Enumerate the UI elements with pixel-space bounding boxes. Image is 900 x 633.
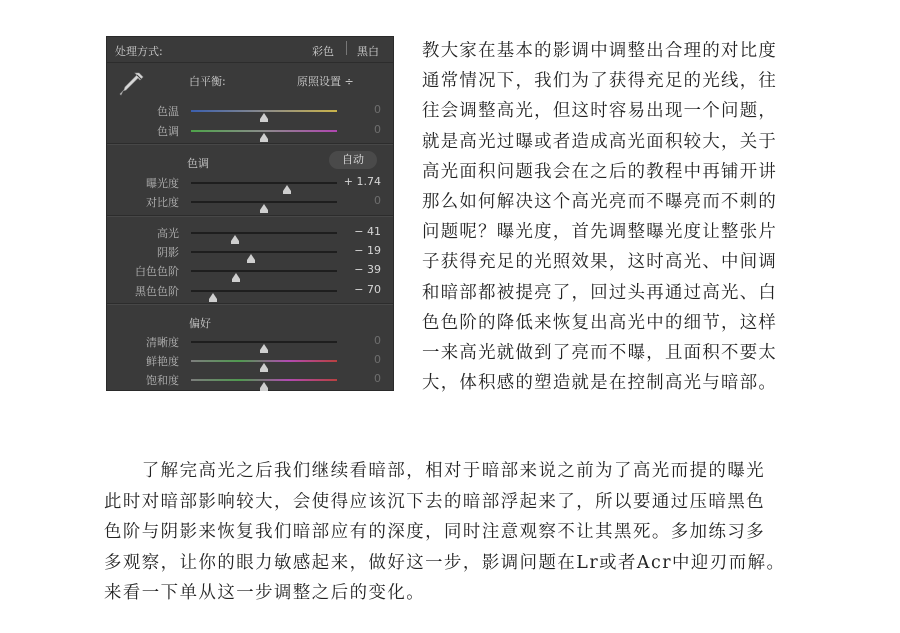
text-line: 色阶与阴影来恢复我们暗部应有的深度，同时注意观察不让其黑死。多加练习多: [104, 522, 766, 543]
slider-row: [107, 223, 393, 241]
slider-label: 白色色阶: [135, 265, 179, 278]
text-line: 来看一下单从这一步调整之后的变化。: [104, 583, 426, 604]
slider-value[interactable]: 0: [374, 194, 381, 207]
slider-row: [107, 351, 393, 369]
text-line: 子获得充足的光照效果，这时高光、中间调: [422, 252, 778, 273]
slider-track[interactable]: [191, 201, 337, 203]
text-line: 那么如何解决这个高光亮而不曝亮而不刺的: [422, 192, 778, 213]
slider-value[interactable]: − 19: [354, 244, 381, 257]
text-line: 和暗部都被提亮了，回过头再通过高光、白: [422, 282, 778, 303]
slider-track[interactable]: [191, 130, 337, 132]
slider-row: [107, 370, 393, 388]
slider-track[interactable]: [191, 251, 337, 253]
text-line: 通常情况下，我们为了获得充足的光线，往: [422, 71, 778, 92]
slider-label: 对比度: [146, 196, 179, 209]
slider-value[interactable]: − 70: [354, 283, 381, 296]
treatment-color-option[interactable]: 彩色: [312, 45, 334, 58]
text-line: 往会调整高光，但这时容易出现一个问题，: [422, 101, 778, 122]
treatment-header: [107, 37, 393, 62]
slider-row: [107, 261, 393, 279]
slider-thumb[interactable]: [260, 204, 268, 210]
slider-value[interactable]: − 39: [354, 263, 381, 276]
slider-row: [107, 192, 393, 210]
slider-label: 高光: [157, 227, 179, 240]
slider-thumb[interactable]: [231, 235, 239, 241]
article-paragraph-right: [422, 36, 812, 398]
divider: [107, 144, 393, 145]
text-line: 色色阶的降低来恢复出高光中的细节，这样: [422, 312, 778, 333]
slider-track[interactable]: [191, 290, 337, 292]
slider-label: 色温: [157, 105, 179, 118]
slider-value[interactable]: 0: [374, 103, 381, 116]
slider-label: 曝光度: [146, 177, 179, 190]
slider-label: 色调: [157, 125, 179, 138]
text-line: 一来高光就做到了亮而不曝，且面积不要太: [422, 343, 778, 364]
slider-row: [107, 242, 393, 260]
slider-thumb[interactable]: [260, 363, 268, 369]
slider-row: [107, 281, 393, 299]
slider-value[interactable]: − 41: [354, 225, 381, 238]
slider-track[interactable]: [191, 182, 337, 184]
basic-develop-panel: [106, 36, 394, 391]
slider-label: 阴影: [157, 246, 179, 259]
treatment-separator: [346, 41, 347, 55]
text-line: 问题呢？曝光度，首先调整曝光度让整张片: [422, 222, 778, 243]
divider: [107, 62, 393, 63]
slider-thumb[interactable]: [260, 113, 268, 119]
slider-track[interactable]: [191, 379, 337, 381]
slider-value[interactable]: + 1.74: [343, 175, 381, 188]
text-line: 高光面积问题我会在之后的教程中再铺开讲: [422, 161, 778, 182]
slider-track[interactable]: [191, 270, 337, 272]
slider-track[interactable]: [191, 110, 337, 112]
slider-label: 饱和度: [146, 374, 179, 387]
auto-tone-button[interactable]: 自动: [329, 151, 377, 169]
slider-value[interactable]: 0: [374, 123, 381, 136]
slider-thumb[interactable]: [209, 293, 217, 299]
text-line: 大，体积感的塑造就是在控制高光与暗部。: [422, 373, 778, 394]
slider-track[interactable]: [191, 232, 337, 234]
white-balance-select[interactable]: 原照设置 ÷: [297, 75, 354, 88]
article-paragraph-bottom: [104, 456, 824, 609]
slider-label: 黑色色阶: [135, 285, 179, 298]
text-line: 就是高光过曝或者造成高光面积较大，关于: [422, 131, 778, 152]
slider-thumb[interactable]: [232, 273, 240, 279]
slider-row: [107, 173, 393, 191]
slider-value[interactable]: 0: [374, 372, 381, 385]
slider-row: [107, 332, 393, 350]
slider-thumb[interactable]: [283, 185, 291, 191]
text-line: 此时对暗部影响较大，会使得应该沉下去的暗部浮起来了，所以要通过压暗黑色: [104, 491, 766, 512]
slider-thumb[interactable]: [260, 344, 268, 350]
slider-label: 鲜艳度: [146, 355, 179, 368]
slider-thumb[interactable]: [247, 254, 255, 260]
divider: [107, 304, 393, 305]
presence-section-label: 偏好: [189, 317, 211, 330]
text-line: 多观察，让你的眼力敏感起来，做好这一步，影调问题在Lr或者Acr中迎刃而解。: [104, 552, 786, 573]
slider-row: [107, 121, 393, 139]
slider-label: 清晰度: [146, 336, 179, 349]
tone-section-label: 色调: [187, 157, 209, 170]
slider-value[interactable]: 0: [374, 334, 381, 347]
slider-track[interactable]: [191, 360, 337, 362]
treatment-bw-option[interactable]: 黑白: [357, 45, 379, 58]
slider-track[interactable]: [191, 341, 337, 343]
slider-thumb[interactable]: [260, 133, 268, 139]
eyedropper-icon[interactable]: [115, 69, 147, 101]
divider: [107, 216, 393, 217]
treatment-label: 处理方式:: [115, 45, 163, 58]
white-balance-label: 白平衡:: [189, 75, 226, 88]
slider-value[interactable]: 0: [374, 353, 381, 366]
slider-thumb[interactable]: [260, 382, 268, 388]
text-line: 教大家在基本的影调中调整出合理的对比度: [422, 41, 778, 61]
slider-row: [107, 101, 393, 119]
text-line: 了解完高光之后我们继续看暗部，相对于暗部来说之前为了高光而提的曝光: [104, 461, 766, 481]
